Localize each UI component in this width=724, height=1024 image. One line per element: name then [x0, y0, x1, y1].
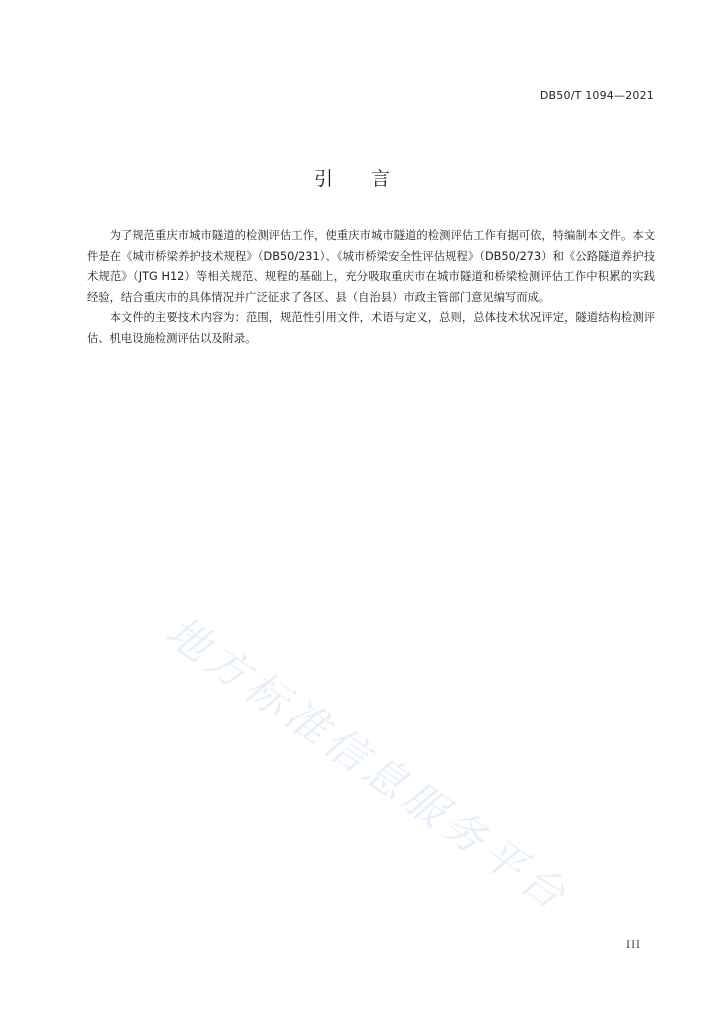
- page-number: III: [626, 940, 641, 951]
- document-code: DB50/T 1094—2021: [539, 89, 654, 102]
- paragraph-1: 为了规范重庆市城市隧道的检测评估工作，使重庆市城市隧道的检测评估工作有据可依，特编制本文件。本文件是在《城市桥梁养护技术规程》（DB50/231）、《城市桥梁安全性评估规程》（DB50/273）和《公路隧道养护技术规范》（JTG H12）等相关规范、规程的基础上，充分吸取重庆市在城市隧道和桥梁检测评估工作中积累的实践经验，结合重庆市的具体情况并广泛征求了各区、县（自治县）市政主管部门意见编写而成。: [87, 229, 655, 304]
- section-title: 引言: [313, 168, 428, 190]
- watermark: 地方标准信息服务平台: [157, 606, 579, 923]
- document-body: [87, 226, 655, 349]
- paragraph-2: 本文件的主要技术内容为：范围，规范性引用文件，术语与定义，总则，总体技术状况评定，隧道结构检测评估、机电设施检测评估以及附录。: [87, 311, 655, 345]
